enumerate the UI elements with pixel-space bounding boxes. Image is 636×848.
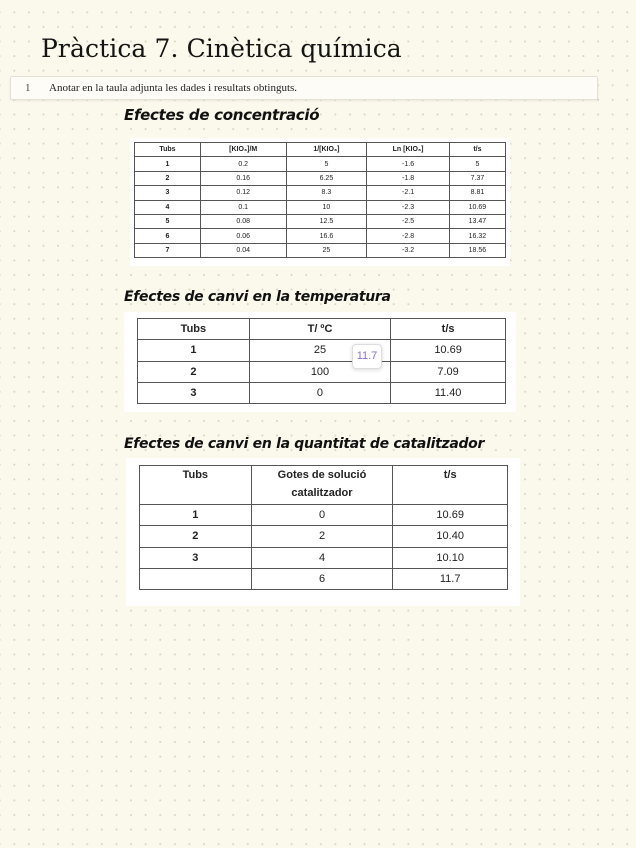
section2-table-row xyxy=(138,382,506,403)
section2-table-row xyxy=(138,361,506,382)
section3-table-cell: 11.7 xyxy=(393,568,508,589)
section1-header-cell: t/s xyxy=(449,143,505,157)
page-title: Pràctica 7. Cinètica química xyxy=(41,34,402,63)
section1-table-cell: -2.5 xyxy=(367,214,450,228)
section1-table-row xyxy=(135,171,506,185)
catalyst-table xyxy=(139,465,508,590)
section1-table-cell: 8.81 xyxy=(449,186,505,200)
section3-heading: Efectes de canvi en la quantitat de catalitzador xyxy=(124,436,485,452)
section1-table-row xyxy=(135,243,506,257)
section1-heading: Efectes de concentració xyxy=(124,106,320,124)
section1-table-cell: 0.12 xyxy=(200,186,286,200)
section2-table-cell: 25 xyxy=(249,340,390,361)
section1-table-cell: 6.25 xyxy=(286,171,367,185)
section1-table-cell: 0.04 xyxy=(200,243,286,257)
section1-table-row xyxy=(135,200,506,214)
section1-table-cell: 7 xyxy=(135,243,201,257)
section1-table-row xyxy=(135,157,506,171)
section1-table-cell: 1 xyxy=(135,157,201,171)
section1-table-cell: 0.1 xyxy=(200,200,286,214)
section2-header-cell: Tubs xyxy=(138,319,250,340)
section1-table-cell: -3.2 xyxy=(367,243,450,257)
temperature-table xyxy=(137,318,506,404)
section1-table-cell: 13.47 xyxy=(449,214,505,228)
section3-header-cell: Gotes de solució catalitzador xyxy=(251,466,393,505)
section1-table-cell: 6 xyxy=(135,229,201,243)
section2-table-cell: 11.40 xyxy=(391,382,506,403)
section1-table-cell: 4 xyxy=(135,200,201,214)
section3-table-cell xyxy=(140,568,252,589)
section1-header-cell: Tubs xyxy=(135,143,201,157)
section1-table-cell: 16.6 xyxy=(286,229,367,243)
section3-table-row xyxy=(140,505,508,526)
concentration-table-card xyxy=(130,138,510,266)
concentration-table xyxy=(134,142,506,258)
section1-table-cell: -2.1 xyxy=(367,186,450,200)
instruction-text: Anotar en la taula adjunta les dades i resultats obtinguts. xyxy=(49,82,298,94)
section2-table-row xyxy=(138,340,506,361)
instruction-number: 1 xyxy=(25,82,31,94)
section1-table-cell: 5 xyxy=(449,157,505,171)
section1-table-cell: 0.08 xyxy=(200,214,286,228)
section1-table-cell: 18.56 xyxy=(449,243,505,257)
section1-table-cell: -1.6 xyxy=(367,157,450,171)
section1-table-cell: 8.3 xyxy=(286,186,367,200)
section2-table-cell: 0 xyxy=(249,382,390,403)
section3-table-cell: 10.40 xyxy=(393,526,508,547)
section1-table-cell: 0.16 xyxy=(200,171,286,185)
section1-header-cell: Ln [KIO₃] xyxy=(367,143,450,157)
section1-header-cell: 1/[KIO₃] xyxy=(286,143,367,157)
section1-table-row xyxy=(135,229,506,243)
section1-table-cell: 0.06 xyxy=(200,229,286,243)
section3-table-cell: 0 xyxy=(251,505,393,526)
section1-table-cell: -1.8 xyxy=(367,171,450,185)
section3-header-cell: t/s xyxy=(393,466,508,505)
section1-table-cell: 12.5 xyxy=(286,214,367,228)
section1-table-cell: -2.8 xyxy=(367,229,450,243)
section2-table-cell: 2 xyxy=(138,361,250,382)
section3-table-cell: 1 xyxy=(140,505,252,526)
instruction-item[interactable] xyxy=(10,76,598,100)
catalyst-table-card xyxy=(126,458,520,606)
section1-table-cell: 25 xyxy=(286,243,367,257)
section3-header-cell: Tubs xyxy=(140,466,252,505)
section3-table-cell: 6 xyxy=(251,568,393,589)
section1-table-cell: 7.37 xyxy=(449,171,505,185)
section2-header-cell: t/s xyxy=(391,319,506,340)
section1-table-row xyxy=(135,214,506,228)
section3-table-cell: 2 xyxy=(140,526,252,547)
section3-table-cell: 10.69 xyxy=(393,505,508,526)
section3-table-row xyxy=(140,547,508,568)
section1-table-cell: 5 xyxy=(286,157,367,171)
section1-table-cell: 10 xyxy=(286,200,367,214)
section3-table-cell: 2 xyxy=(251,526,393,547)
section2-table-cell: 3 xyxy=(138,382,250,403)
section1-table-cell: 5 xyxy=(135,214,201,228)
section1-table-cell: -2.3 xyxy=(367,200,450,214)
section1-table-cell: 10.69 xyxy=(449,200,505,214)
section3-table-row xyxy=(140,568,508,589)
section1-table-cell: 3 xyxy=(135,186,201,200)
section1-table-row xyxy=(135,186,506,200)
temperature-table-card xyxy=(124,312,516,412)
section2-table-cell: 7.09 xyxy=(391,361,506,382)
section3-table-cell: 10.10 xyxy=(393,547,508,568)
section1-table-cell: 0.2 xyxy=(200,157,286,171)
section2-table-cell: 1 xyxy=(138,340,250,361)
section2-table-cell: 10.69 xyxy=(391,340,506,361)
section3-table-row xyxy=(140,526,508,547)
section3-table-cell: 3 xyxy=(140,547,252,568)
section2-heading: Efectes de canvi en la temperatura xyxy=(124,289,391,305)
section1-table-cell: 16.32 xyxy=(449,229,505,243)
section2-table-cell: 100 xyxy=(249,361,390,382)
floating-value-badge[interactable]: 11.7 xyxy=(352,344,382,369)
section2-header-cell: T/ ºC xyxy=(249,319,390,340)
section1-header-cell: [KIO₃]/M xyxy=(200,143,286,157)
section1-table-cell: 2 xyxy=(135,171,201,185)
section3-table-cell: 4 xyxy=(251,547,393,568)
